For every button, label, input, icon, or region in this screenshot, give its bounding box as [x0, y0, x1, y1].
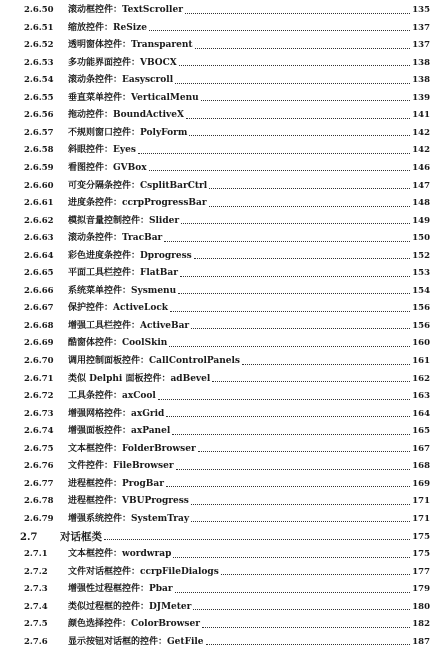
dot-leader — [198, 451, 411, 452]
toc-entry-number: 2.7.5 — [24, 619, 48, 630]
toc-entry — [0, 248, 441, 265]
dot-leader — [194, 258, 411, 259]
toc-entry-number: 2.6.68 — [24, 320, 54, 331]
toc-entry-title: 缩放控件：ReSize — [68, 22, 147, 33]
toc-entry-number: 2.7 — [20, 531, 38, 543]
toc-entry-title: 可变分隔条控件：CsplitBarCtrl — [68, 180, 208, 191]
toc-entry-number: 2.6.71 — [24, 373, 54, 384]
toc-entry — [0, 581, 441, 598]
toc-entry-page: 164 — [412, 408, 430, 419]
toc-entry — [0, 2, 441, 19]
dot-leader — [173, 557, 410, 558]
toc-entry — [0, 90, 441, 107]
toc-entry-title: 看图控件：GVBox — [68, 162, 147, 173]
toc-entry-title: 滚动条控件：Easyscroll — [68, 75, 174, 86]
toc-entry-title: 透明窗体控件：Transparent — [68, 40, 193, 51]
dot-leader — [176, 469, 411, 470]
toc-entry-page: 167 — [412, 443, 430, 454]
toc-entry-number: 2.6.69 — [24, 338, 54, 349]
toc-entry-title: 调用控制面板控件：CallControlPanels — [68, 356, 240, 366]
toc-entry-page: 154 — [412, 285, 430, 296]
toc-entry — [0, 72, 441, 89]
toc-entry — [0, 634, 441, 651]
toc-entry-page: 187 — [412, 636, 430, 647]
toc-entry-title: 工具条控件：axCool — [68, 391, 156, 402]
toc-entry-title: 文本框控件：wordwrap — [68, 549, 172, 560]
toc-entry — [0, 406, 441, 423]
dot-leader — [149, 30, 410, 31]
dot-leader — [193, 609, 410, 610]
toc-entry-title: 文本框控件：FolderBrowser — [68, 443, 196, 454]
toc-entry-title: 增强性过程框控件：Pbar — [68, 584, 173, 595]
toc-entry-title: 酷窗体控件：CoolSkin — [68, 338, 168, 349]
toc-entry-title: 进度条控件：ccrpProgressBar — [68, 198, 207, 209]
toc-entry-number: 2.6.76 — [24, 461, 54, 472]
toc-entry-number: 2.6.79 — [24, 513, 54, 524]
toc-entry — [0, 388, 441, 405]
toc-entry-number: 2.6.62 — [24, 215, 54, 226]
toc-entry-number: 2.6.78 — [24, 496, 54, 507]
toc-entry-page: 138 — [412, 75, 430, 86]
toc-entry-title: 显示按钮对话框的控件：GetFile — [68, 636, 204, 647]
dot-leader — [209, 206, 411, 207]
toc-entry-page: 160 — [412, 338, 430, 349]
toc-entry-number: 2.6.65 — [24, 268, 54, 279]
dot-leader — [175, 592, 411, 593]
dot-leader — [175, 83, 410, 84]
toc-entry-page: 182 — [412, 619, 430, 630]
toc-entry — [0, 616, 441, 633]
toc-entry-number: 2.6.64 — [24, 250, 54, 261]
toc-entry-page: 139 — [412, 92, 430, 103]
toc-entry-page: 169 — [412, 478, 430, 489]
toc-entry — [0, 37, 441, 54]
toc-entry — [0, 265, 441, 282]
toc-entry-title: 类似 Delphi 面板控件：adBevel — [68, 373, 211, 384]
toc-entry-page: 142 — [412, 145, 430, 156]
toc-entry-number: 2.6.67 — [24, 303, 54, 314]
toc-entry-title: 保护控件：ActiveLock — [68, 303, 169, 314]
dot-leader — [181, 223, 410, 224]
toc-entry — [0, 599, 441, 616]
toc-entry-number: 2.6.58 — [24, 145, 54, 156]
toc-entry-number: 2.6.51 — [24, 22, 54, 33]
toc-entry — [0, 195, 441, 212]
toc-entry-number: 2.6.74 — [24, 426, 54, 437]
toc-entry-page: 162 — [412, 373, 430, 384]
toc-entry-title: 斜眼控件：Eyes — [68, 145, 136, 156]
toc-entry-title: 拖动控件：BoundActiveX — [68, 110, 184, 121]
toc-entry-title: 垂直菜单控件：VerticalMenu — [68, 92, 199, 103]
dot-leader — [166, 486, 410, 487]
dot-leader — [104, 539, 410, 540]
toc-entry-page: 137 — [412, 40, 430, 51]
toc-entry-title: 对话框类 — [60, 530, 102, 543]
toc-entry-number: 2.6.56 — [24, 110, 54, 121]
toc-entry-number: 2.6.55 — [24, 92, 54, 103]
toc-entry-number: 2.7.6 — [24, 636, 48, 647]
toc-entry-title: 增强工具栏控件：ActiveBar — [68, 320, 190, 331]
dot-leader — [212, 381, 410, 382]
toc-entry-page: 148 — [412, 198, 430, 209]
toc-entry-number: 2.7.1 — [24, 549, 48, 560]
toc-entry-page: 142 — [412, 127, 430, 138]
dot-leader — [195, 48, 411, 49]
toc-entry-page: 179 — [412, 584, 430, 595]
dot-leader — [178, 293, 410, 294]
dot-leader — [138, 153, 410, 154]
dot-leader — [166, 416, 410, 417]
toc-entry-title: 增强系统控件：SystemTray — [68, 513, 190, 524]
toc-entry-number: 2.6.70 — [24, 356, 54, 366]
toc-entry-page: 168 — [412, 461, 430, 472]
toc-entry-title: 文件对话框控件：ccrpFileDialogs — [68, 566, 219, 577]
toc-entry-title: 文件控件：FileBrowser — [68, 461, 174, 472]
toc-entry-title: 增强面板控件：axPanel — [68, 426, 171, 437]
dot-leader — [189, 135, 410, 136]
toc-entry — [0, 493, 441, 510]
toc-entry — [0, 511, 441, 528]
toc-entry-title: 增强网格控件：axGrid — [68, 408, 165, 419]
toc-entry — [0, 300, 441, 317]
toc-entry-page: 163 — [412, 391, 430, 402]
toc-entry-title: 进程框控件：VBUProgress — [68, 496, 189, 507]
toc-entry — [0, 546, 441, 563]
toc-entry — [0, 371, 441, 388]
dot-leader — [170, 311, 410, 312]
dot-leader — [221, 574, 410, 575]
toc-entry — [0, 458, 441, 475]
toc-entry-number: 2.6.59 — [24, 162, 54, 173]
toc-entry-page: 137 — [412, 22, 430, 33]
dot-leader — [149, 170, 411, 171]
toc-entry-page: 171 — [412, 513, 430, 524]
toc-entry — [0, 335, 441, 352]
dot-leader — [164, 241, 410, 242]
toc-entry-page: 175 — [412, 531, 430, 542]
toc-entry-number: 2.6.63 — [24, 233, 54, 244]
toc-entry-title: 多功能界面控件：VBOCX — [68, 57, 177, 68]
toc-entry — [0, 353, 441, 370]
toc-entry-number: 2.6.77 — [24, 478, 54, 489]
toc-entry-title: 进程框控件：ProgBar — [68, 478, 164, 489]
toc-entry — [0, 213, 441, 230]
toc-entry-page: 177 — [412, 566, 430, 577]
toc-entry-number: 2.7.2 — [24, 566, 48, 577]
toc-entry-page: 180 — [412, 601, 430, 612]
toc-entry-page: 135 — [412, 5, 430, 15]
dot-leader — [172, 434, 410, 435]
toc-entry — [0, 55, 441, 72]
toc-entry — [0, 160, 441, 177]
dot-leader — [209, 188, 410, 189]
dot-leader — [191, 504, 410, 505]
toc-entry-title: 颜色选择控件：ColorBrowser — [68, 619, 200, 630]
toc-entry-title: 不规则窗口控件：PolyForm — [68, 127, 188, 138]
dot-leader — [186, 118, 410, 119]
toc-entry — [0, 283, 441, 300]
dot-leader — [179, 65, 411, 66]
toc-entry-title: 类似过程框的控件：DJMeter — [68, 601, 192, 612]
toc-entry-number: 2.6.61 — [24, 198, 54, 209]
toc-entry-page: 146 — [412, 162, 430, 173]
toc-entry-number: 2.6.75 — [24, 443, 54, 454]
toc-entry-page: 138 — [412, 57, 430, 68]
dot-leader — [191, 521, 410, 522]
toc-entry-number: 2.6.50 — [24, 5, 54, 15]
toc-entry-page: 150 — [412, 233, 430, 244]
toc-entry — [0, 564, 441, 581]
toc-entry-page: 149 — [412, 215, 430, 226]
dot-leader — [158, 399, 410, 400]
toc-entry-page: 165 — [412, 426, 430, 437]
toc-entry — [0, 178, 441, 195]
toc-entry-number: 2.6.57 — [24, 127, 54, 138]
dot-leader — [185, 13, 410, 14]
toc-section-entry — [0, 529, 441, 546]
toc-entry-title: 系统菜单控件：Sysmenu — [68, 285, 177, 296]
toc-entry — [0, 20, 441, 37]
toc-entry-number: 2.6.66 — [24, 285, 54, 296]
toc-entry — [0, 125, 441, 142]
dot-leader — [169, 346, 410, 347]
toc-entry-title: 模拟音量控制控件：Slider — [68, 215, 180, 226]
toc-entry-page: 156 — [412, 303, 430, 314]
toc-entry — [0, 142, 441, 159]
toc-entry-page: 152 — [412, 250, 430, 261]
dot-leader — [191, 328, 410, 329]
dot-leader — [201, 100, 411, 101]
toc-entry — [0, 230, 441, 247]
toc-entry-page: 161 — [412, 356, 430, 366]
toc-entry — [0, 441, 441, 458]
toc-entry-title: 平面工具栏控件：FlatBar — [68, 268, 178, 279]
toc-entry-page: 147 — [412, 180, 430, 191]
toc-entry-page: 171 — [412, 496, 430, 507]
dot-leader — [206, 644, 411, 645]
toc-entry-number: 2.6.53 — [24, 57, 54, 68]
toc-entry-number: 2.6.73 — [24, 408, 54, 419]
toc-entry-title: 滚动条控件：TracBar — [68, 233, 163, 244]
toc-entry-page: 141 — [412, 110, 430, 121]
dot-leader — [202, 627, 410, 628]
toc-entry-number: 2.6.52 — [24, 40, 54, 51]
toc-entry-number: 2.6.72 — [24, 391, 54, 402]
toc-entry-title: 彩色进度条控件：Dprogress — [68, 250, 192, 261]
toc-entry-page: 175 — [412, 549, 430, 560]
toc-entry-page: 153 — [412, 268, 430, 279]
toc-entry-page: 156 — [412, 320, 430, 331]
toc-entry — [0, 476, 441, 493]
toc-entry — [0, 423, 441, 440]
toc-entry-number: 2.6.60 — [24, 180, 54, 191]
dot-leader — [242, 364, 410, 365]
toc-entry — [0, 107, 441, 124]
toc-entry — [0, 318, 441, 335]
toc-entry-number: 2.7.3 — [24, 584, 48, 595]
dot-leader — [180, 276, 410, 277]
toc-entry-number: 2.7.4 — [24, 601, 48, 612]
toc-entry-title: 滚动框控件：TextScroller — [68, 5, 183, 15]
toc-entry-number: 2.6.54 — [24, 75, 54, 86]
